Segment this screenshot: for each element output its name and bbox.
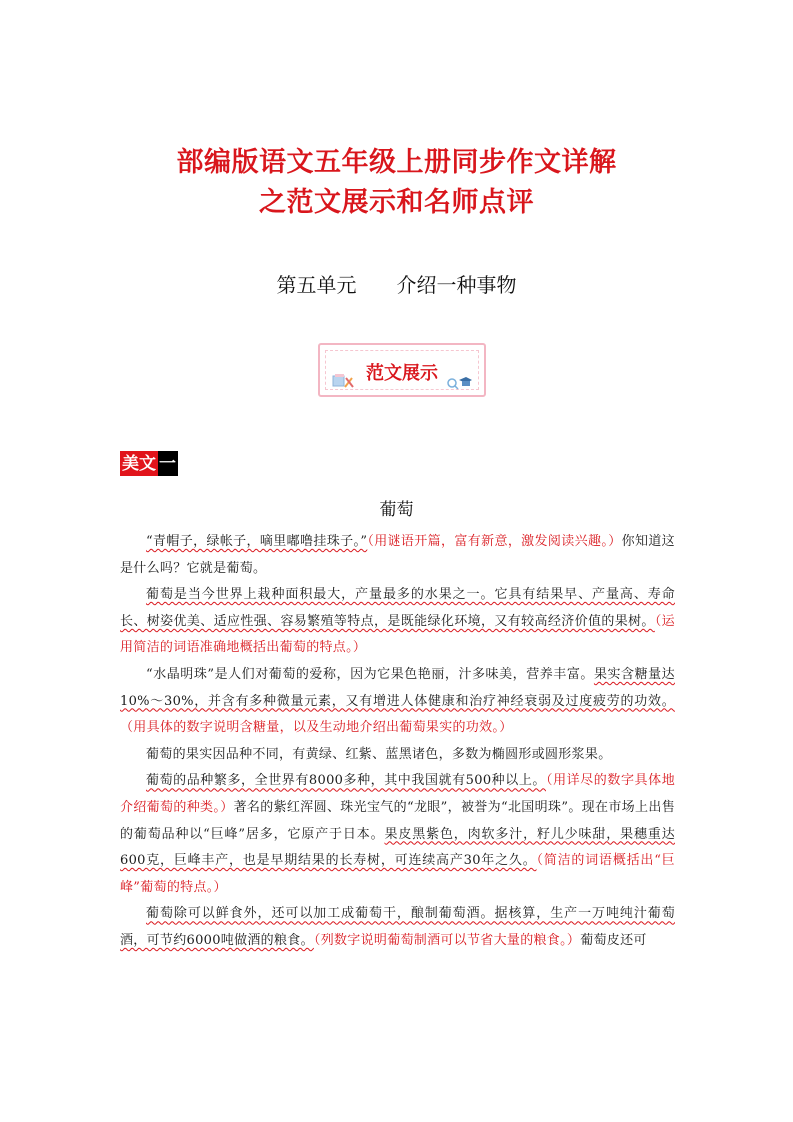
banner-label: 范文展示 bbox=[366, 363, 438, 384]
essay-tag-label: 美文 bbox=[120, 451, 158, 476]
magnifier-cap-icon bbox=[446, 374, 472, 390]
plain-text: 葡萄皮还可 bbox=[580, 932, 647, 948]
unit-heading bbox=[0, 269, 793, 298]
underlined-text: “青帽子，绿帐子，嘀里嘟噜挂珠子。” bbox=[146, 534, 368, 549]
underlined-text: 葡萄是当今世界上栽种面积最大，产量最多的水果之一。它具有结果早、产量高、寿命长、树姿优美、适应性强、容易繁殖等特点，是既能绿化环境，又有较高经济价值的果树。 bbox=[120, 587, 675, 629]
plain-text: “水晶明珠”是人们对葡萄的爱称，因为它果色艳丽，汁多味美，营养丰富。 bbox=[146, 666, 594, 682]
teacher-comment: （列数字说明葡萄制酒可以节省大量的粮食。） bbox=[313, 932, 581, 948]
teacher-comment: （用详尽的数字具体地介绍葡萄的种类。） bbox=[120, 773, 675, 815]
essay-tag-number: 一 bbox=[158, 451, 178, 476]
underlined-text: 果皮黑紫色，肉软多汁，籽儿少味甜，果穗重达600克，巨峰丰产，也是早期结果的长寿树，可连续高产30年之久。 bbox=[120, 826, 675, 869]
document-title-line2: 之范文展示和名师点评 bbox=[259, 187, 534, 218]
books-pencil-icon bbox=[332, 373, 354, 389]
paragraph-2 bbox=[120, 582, 675, 662]
teacher-comment: （用谜语开篇，富有新意，激发阅读兴趣。） bbox=[367, 534, 622, 549]
section-banner bbox=[318, 343, 486, 397]
unit-topic: 介绍一种事物 bbox=[396, 273, 517, 297]
paragraph-5 bbox=[120, 768, 675, 901]
essay-body bbox=[120, 529, 675, 955]
plain-text: 著名的紫红浑圆、珠光宝气的“龙眼”，被誉为“北国明珠”。现在市场上出售的葡萄品种以“巨峰”居多，它原产于日本。 bbox=[120, 799, 675, 842]
teacher-comment: （运用简洁的词语准确地概括出葡萄的特点。） bbox=[120, 613, 675, 656]
unit-number: 第五单元 bbox=[276, 273, 357, 297]
paragraph-6 bbox=[120, 901, 675, 954]
underlined-text: 葡萄除可以鲜食外，还可以加工成葡萄干，酿制葡萄酒。据核算，生产一万吨纯汁葡萄酒，可节约6000吨做酒的粮食。 bbox=[120, 906, 675, 948]
plain-text: 葡萄的果实因品种不同，有黄绿、红紫、蓝黑诸色，多数为椭圆形或圆形浆果。 bbox=[146, 746, 612, 762]
paragraph-4 bbox=[120, 742, 675, 769]
paragraph-1 bbox=[120, 529, 675, 582]
teacher-comment: （用具体的数字说明含糖量，以及生动地介绍出葡萄果实的功效。） bbox=[120, 720, 513, 736]
essay-title: 葡萄 bbox=[379, 500, 414, 520]
underlined-text: 果实含糖量达10%～30%，并含有多种微量元素，又有增进人体健康和治疗神经衰弱及过度疲劳的功效。 bbox=[120, 666, 675, 709]
plain-text: 你知道这是什么吗？它就是葡萄。 bbox=[120, 534, 675, 576]
teacher-comment: （简洁的词语概括出“巨峰”葡萄的特点。） bbox=[120, 853, 675, 895]
underlined-text: 葡萄的品种繁多，全世界有8000多种，其中我国就有500种以上。 bbox=[146, 773, 546, 789]
essay-tag bbox=[120, 451, 178, 476]
paragraph-3 bbox=[120, 662, 675, 742]
document-title-line1: 部编版语文五年级上册同步作文详解 bbox=[176, 147, 617, 178]
